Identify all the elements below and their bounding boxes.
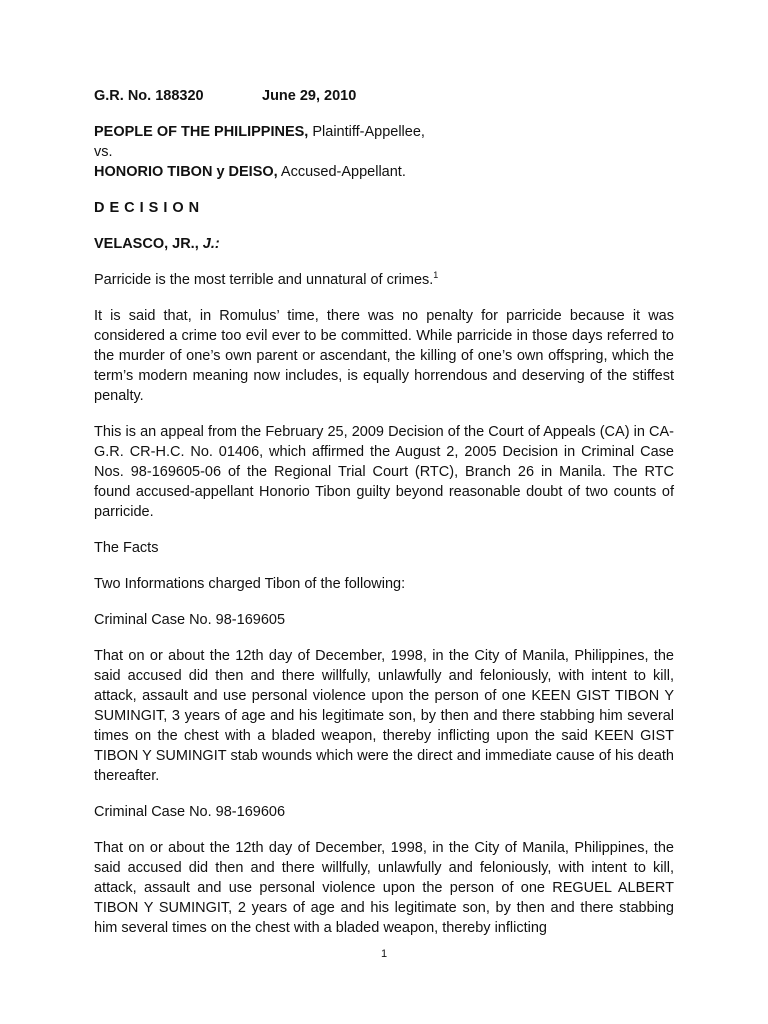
appeal-paragraph: This is an appeal from the February 25, 2009 Decision of the Court of Appeals (CA) in CA-G.R. CR-H.C. No. 01406, which affirmed the August 2, 2005 Decision in Criminal Case Nos. 98-169605-06 of the Regional Trial Court (RTC), Branch 26 in Manila. The RTC found accused-appellant Honorio Tibon guilty beyond reasonable doubt of two counts of parricide.: [94, 424, 674, 520]
plaintiff-line: [94, 122, 674, 142]
plaintiff-role: Plaintiff-Appellee,: [308, 124, 425, 140]
case2-information: That on or about the 12th day of December, 1998, in the City of Manila, Philippines, the said accused did then and there willfully, unlawfully and feloniously, with intent to kill, attack, assault and use personal violence upon the person of one REGUEL ALBERT TIBON Y SUMINGIT, 2 years of age and his legitimate son, by then and there stabbing him several times on the chest with a bladed weapon, thereby inflicting: [94, 840, 674, 936]
romulus-paragraph: It is said that, in Romulus’ time, there was no penalty for parricide because it was considered a crime too evil ever to be committed. While parricide in those days referred to the murder of one’s own parent or ascendant, the killing of one’s own offspring, which the term’s modern meaning now includes, is equally horrendous and deserving of the stiffest penalty.: [94, 308, 674, 404]
document-content: [94, 86, 674, 938]
opening-text: Parricide is the most terrible and unnatural of crimes.: [94, 272, 434, 288]
footnote-marker: 1: [433, 270, 439, 281]
facts-heading: The Facts: [94, 540, 159, 556]
page-number: 1: [380, 948, 388, 960]
opening-paragraph: [94, 270, 674, 290]
decision-date: June 29, 2010: [262, 88, 357, 104]
accused-role: Accused-Appellant.: [277, 164, 406, 180]
ponente-line: [94, 234, 674, 254]
informations-paragraph: Two Informations charged Tibon of the following:: [94, 576, 406, 592]
case1-information: That on or about the 12th day of December, 1998, in the City of Manila, Philippines, the said accused did then and there willfully, unlawfully and feloniously, with intent to kill, attack, assault and use personal violence upon the person of one KEEN GIST TIBON Y SUMINGIT, 3 years of age and his legitimate son, by then and there stabbing him several times on the chest with a bladed weapon, thereby inflicting upon the said KEEN GIST TIBON Y SUMINGIT stab wounds which were the direct and immediate cause of his death thereafter.: [94, 648, 674, 784]
ponente-name: VELASCO, JR.,: [94, 236, 203, 252]
case2-heading: Criminal Case No. 98-169606: [94, 804, 286, 820]
versus-line: vs.: [94, 144, 113, 160]
accused-line: [94, 162, 674, 182]
accused-name: HONORIO TIBON y DEISO,: [94, 164, 278, 180]
ponente-title: J.:: [202, 236, 220, 252]
case1-heading: Criminal Case No. 98-169605: [94, 612, 286, 628]
plaintiff-name: PEOPLE OF THE PHILIPPINES,: [94, 124, 309, 140]
decision-heading: DECISION: [94, 200, 205, 216]
case-citation: [94, 86, 674, 106]
gr-number: G.R. No. 188320: [94, 88, 204, 104]
